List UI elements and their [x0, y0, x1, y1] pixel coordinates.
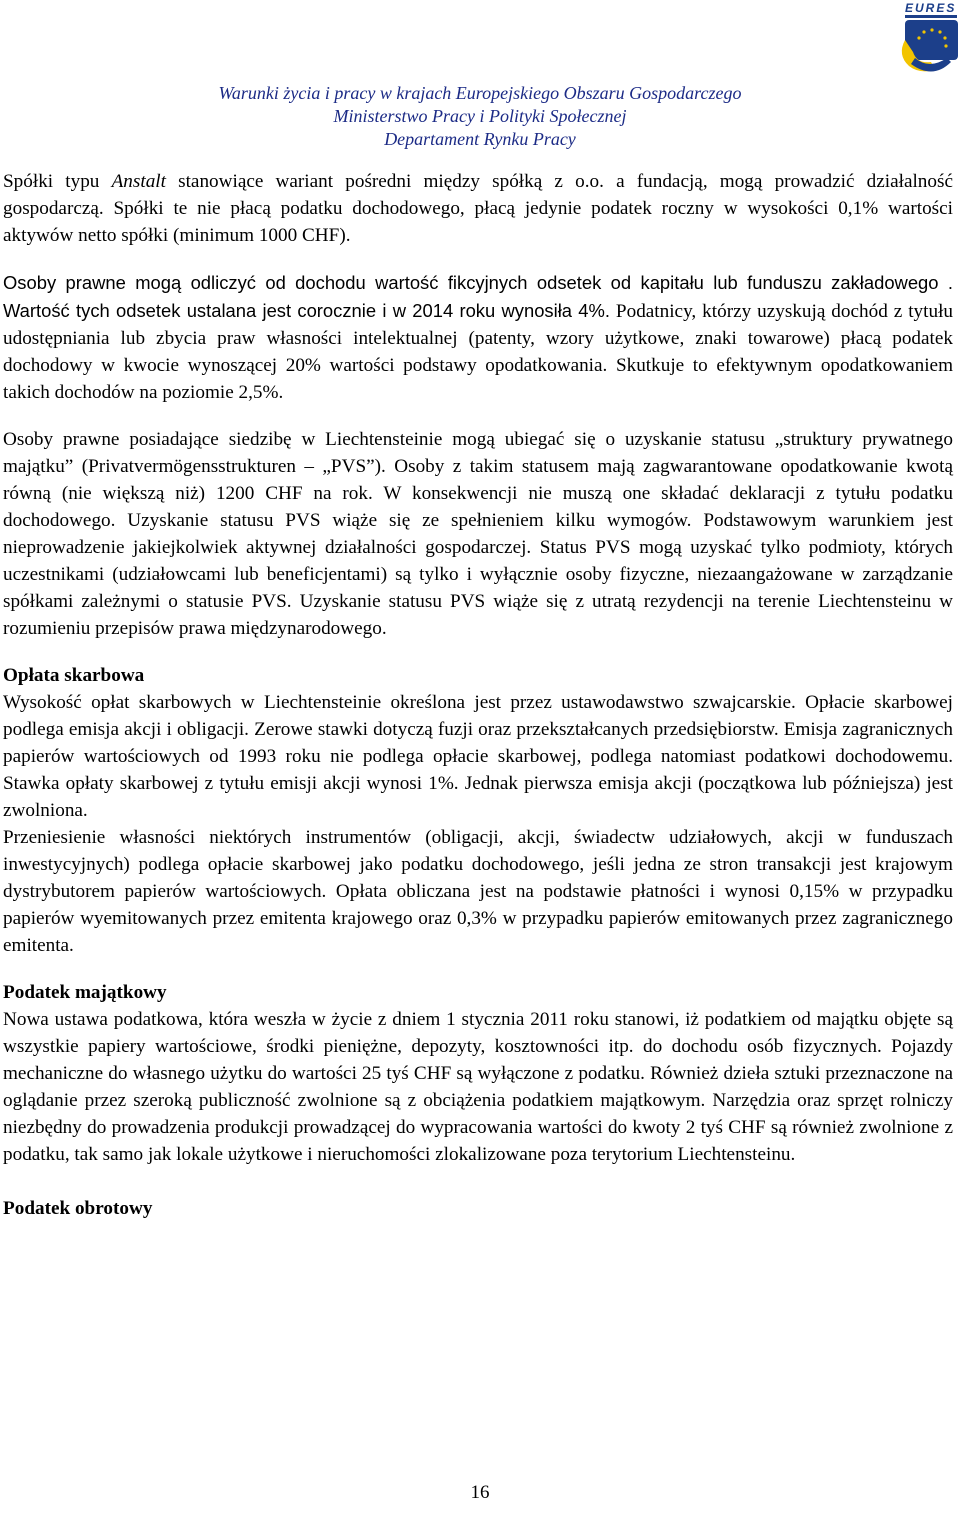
document-body: [3, 168, 953, 1222]
anstalt-term: Anstalt: [111, 171, 166, 192]
eures-logo-text: EURES: [905, 1, 957, 15]
paragraph-anstalt: Spółki typu Anstalt stanowiące wariant pośredni między spółką z o.o. a fundacją, mogą prowadzić działalność gospodarczą. Spółki te nie płacą podatku dochodowego, płacą jedynie podatek roczny w wysokości 0,1% wartości aktywów netto spółki (minimum 1000 CHF).: [3, 171, 953, 246]
paragraph-pvs: Osoby prawne posiadające siedzibę w Liechtensteinie mogą ubiegać się o uzyskanie statusu „struktury prywatnego majątku” (Privatvermögensstrukturen – „PVS”). Osoby z takim statusem mają zagwarantowane opodatkowanie kwotą równą (nie większą niż) 1200 CHF na rok. W konsekwencji nie muszą one składać deklaracji z tytułu podatku dochodowego. Uzyskanie statusu PVS wiąże się ze spełnieniem kilku wymogów. Podstawowym warunkiem jest nieprowadzenie jakiejkolwiek aktywnej działalności gospodarczej. Status PVS mogą uzyskać tylko podmioty, których uczestnikami (udziałowcami lub beneficjentami) są tylko i wyłącznie osoby fizyczne, niezaangażowane w zarządzanie spółkami zależnymi o statusie PVS. Uzyskanie statusu PVS wiąże się z utratą rezydencji na terenie Liechtensteinu w rozumieniu przepisów prawa międzynarodowego.: [3, 429, 953, 639]
paragraph-transfer-duty: Przeniesienie własności niektórych instrumentów (obligacji, akcji, świadectw udziałowych, akcji w funduszach inwestycyjnych) podlega opłacie skarbowej jako podatku dochodowego, jeśli jedna ze stron transakcji jest krajowym dystrybutorem papierów wartościowych. Opłata obliczana jest na podstawie płatności i wynosi 0,15% w przypadku papierów wyemitowanych przez emitenta krajowego oraz 0,3% w przypadku papierów emitowanych przez zagranicznego emitenta.: [3, 827, 953, 956]
header-line-1: Warunki życia i pracy w krajach Europejskiego Obszaru Gospodarczego: [218, 83, 742, 103]
paragraph-stamp-duty: Wysokość opłat skarbowych w Liechtensteinie określona jest przez ustawodawstwo szwajcarskie. Opłacie skarbowej podlega emisja akcji i obligacji. Zerowe stawki dotyczą fuzji oraz przekształcanych przedsiębiorstw. Emisja zagranicznych papierów wartościowych od 1993 roku nie podlega opłacie skarbowej, podlega natomiast podatkowi dochodowemu. Stawka opłaty skarbowej z tytułu emisji akcji wynosi 1%. Jednak pierwsza emisja akcji (początkowa lub późniejsza) jest zwolniona.: [3, 692, 953, 821]
page-number: 16: [470, 1482, 490, 1503]
document-header: [0, 82, 960, 151]
heading-podatek-majatkowy: Podatek majątkowy: [3, 982, 167, 1003]
header-line-3: Departament Rynku Pracy: [384, 129, 576, 149]
paragraph-fictitious-interest: Osoby prawne mogą odliczyć od dochodu wartość fikcyjnych odsetek od kapitału lub funduszu zakładowego . Wartość tych odsetek ustalana jest corocznie i w 2014 roku wynosiła 4%. Podatnicy, którzy uzyskują dochód z tytułu udostępniania lub zbycia praw własności intelektualnej (patenty, wzory użytkowe, znaki towarowe) płacą podatek dochodowy w kwocie wynoszącej 20% wartości podstawy opodatkowania. Skutkuje to efektywnym opodatkowaniem takich dochodów na poziomie 2,5%.: [3, 272, 953, 403]
paragraph-wealth-tax: Nowa ustawa podatkowa, która weszła w życie z dniem 1 stycznia 2011 roku stanowi, iż podatkiem od majątku objęte są wszystkie papiery wartościowe, środki pieniężne, depozyty, kosztowności itp. do dochodu osób fizycznych. Pojazdy mechaniczne do własnego użytku do wartości 25 tyś CHF są wyłączone z podatku. Również dzieła sztuki przeznaczone na oglądanie przez szeroką publiczność zwolnione są z obciążenia podatkiem majątkowym. Narzędzia oraz sprzęt rolniczy niezbędny do prowadzenia produkcji prowadzącej do wypracowania wartości do kwoty 2 tyś CHF są również zwolnione z podatku, tak samo jak lokale użytkowe i nieruchomości zlokalizowane poza terytorium Liechtensteinu.: [3, 1009, 953, 1165]
eures-logo-underline: [905, 15, 957, 18]
header-line-2: Ministerstwo Pracy i Polityki Społecznej: [333, 106, 627, 126]
heading-podatek-obrotowy: Podatek obrotowy: [3, 1198, 153, 1219]
heading-oplata-skarbowa: Opłata skarbowa: [3, 665, 145, 686]
